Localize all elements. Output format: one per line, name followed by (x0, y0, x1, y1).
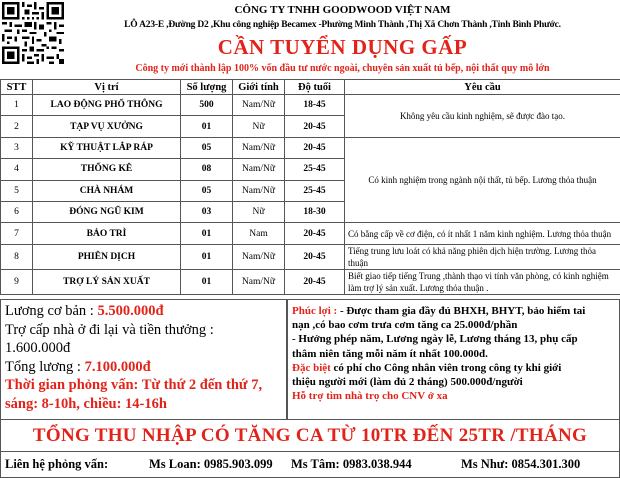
cell-position: TRỢ LÝ SẢN XUẤT (33, 269, 181, 294)
cell-requirement: Không yêu cầu kinh nghiệm, sẽ được đào tạo. (345, 95, 620, 138)
cell-gender: Nam/Nữ (233, 244, 285, 269)
cell-age: 25-45 (285, 180, 345, 201)
contact-loan: Ms Loan: 0985.903.099 (149, 457, 273, 471)
cell-qty: 01 (181, 223, 233, 244)
cell-position: BẢO TRÌ (33, 223, 181, 244)
cell-qty: 05 (181, 137, 233, 158)
cell-gender: Nam/Nữ (233, 269, 285, 294)
base-salary-value: 5.500.000đ (97, 303, 164, 319)
table-header-row (1, 80, 620, 95)
company-name: CÔNG TY TNHH GOODWOOD VIỆT NAM (234, 4, 451, 16)
cell-qty: 01 (181, 269, 233, 294)
cell-age: 18-30 (285, 201, 345, 222)
qr-code (2, 2, 64, 64)
cell-age: 20-45 (285, 269, 345, 294)
table-row (1, 244, 620, 269)
salary-box (0, 299, 287, 420)
cell-position: TẠP VỤ XƯỞNG (33, 116, 181, 137)
cell-requirement: Tiếng trung lưu loát có khả năng phiên dịch hiện trường. Lương thỏa thuận (345, 244, 620, 269)
table-row (1, 223, 620, 244)
cell-stt: 9 (1, 269, 33, 294)
cell-position: CHÀ NHÁM (33, 180, 181, 201)
col-header-stt: STT (1, 80, 33, 95)
cell-position: ĐÓNG NGŨ KIM (33, 201, 181, 222)
cell-age: 25-45 (285, 159, 345, 180)
special-text: có phí cho Công nhân viên trong công ty khi giới (330, 361, 562, 374)
cell-stt: 1 (1, 95, 33, 116)
company-address: LÔ A23-E ,Đường D2 ,Khu công nghiệp Becamex -Phường Minh Thành ,Thị Xã Chơn Thành ,Tỉnh Bình Phước. (124, 20, 561, 30)
contact-row (0, 452, 620, 478)
special-line2: thiệu người mới (làm đủ 2 tháng) 500.000đ/người (292, 376, 523, 389)
headline: CẦN TUYỂN DỤNG GẤP (217, 35, 468, 59)
allowance-label: Trợ cấp nhà ở đi lại và tiền thưởng : (5, 321, 214, 338)
total-income-banner: TỔNG THU NHẬP CÓ TĂNG CA TỪ 10TR ĐẾN 25TR /THÁNG (0, 420, 620, 452)
cell-stt: 3 (1, 137, 33, 158)
cell-requirement: Có bằng cấp về cơ điện, có ít nhất 1 năm kinh nghiệm. Lương thỏa thuận (345, 223, 620, 244)
base-salary-line (5, 302, 282, 321)
base-salary-label: Lương cơ bản : (5, 303, 98, 319)
cell-gender: Nam/Nữ (233, 95, 285, 116)
cell-stt: 4 (1, 159, 33, 180)
cell-gender: Nam/Nữ (233, 180, 285, 201)
benefits-label: Phúc lợi : (292, 305, 338, 317)
cell-qty: 03 (181, 201, 233, 222)
col-header-requirements: Yêu cầu (345, 80, 620, 95)
total-salary-label: Tổng lương : (5, 358, 85, 375)
benefits-line4: thâm niên tăng mỗi năm ít nhất 100.000đ. (292, 347, 488, 360)
cell-position: THỐNG KÊ (33, 159, 181, 180)
cell-position: KỸ THUẬT LẮP RÁP (33, 137, 181, 158)
housing-support: Hỗ trợ tìm nhà trọ cho CNV ở xa (292, 390, 448, 403)
benefits-box (287, 299, 620, 420)
cell-position: LAO ĐỘNG PHỔ THÔNG (33, 95, 181, 116)
cell-gender: Nữ (233, 116, 285, 137)
cell-age: 20-45 (285, 223, 345, 244)
cell-stt: 5 (1, 180, 33, 201)
cell-age: 20-45 (285, 116, 345, 137)
col-header-age: Độ tuổi (285, 80, 345, 95)
cell-gender: Nam/Nữ (233, 159, 285, 180)
table-row (1, 269, 620, 294)
total-salary-line (5, 358, 282, 377)
subheadline: Công ty mới thành lập 100% vốn đầu tư nước ngoài, chuyên sản xuất tủ bếp, nội thất quy mô lớn (135, 63, 550, 74)
total-salary-value: 7.100.000đ (84, 358, 151, 375)
cell-qty: 01 (181, 244, 233, 269)
jobs-table (0, 79, 620, 295)
col-header-position: Vị trí (33, 80, 181, 95)
cell-age: 20-45 (285, 137, 345, 158)
table-row (1, 95, 620, 116)
benefits-line2: nạn ,có bao cơm trưa cơm tăng ca 25.000đ/phần (292, 319, 518, 332)
cell-stt: 6 (1, 201, 33, 222)
benefits-line3: - Hưởng phép năm, Lương ngày lễ, Lương tháng 13, phụ cấp (292, 333, 578, 346)
contact-label: Liên hệ phỏng vấn: (5, 457, 109, 471)
interview-time-line2: sáng: 8-10h, chiều: 14-16h (5, 395, 167, 412)
cell-requirement: Có kinh nghiệm trong ngành nội thất, tủ bếp. Lương thỏa thuận (345, 137, 620, 223)
benefits-line1 (292, 304, 615, 318)
cell-position: PHIÊN DỊCH (33, 244, 181, 269)
cell-qty: 01 (181, 116, 233, 137)
cell-age: 18-45 (285, 95, 345, 116)
cell-requirement: Biết giao tiếp tiếng Trung ,thành thạo vi tính văn phòng, có kinh nghiệm làm trợ lý sản xuất. Lương thỏa thuận . (345, 269, 620, 294)
cell-qty: 05 (181, 180, 233, 201)
contact-tam: Ms Tâm: 0983.038.944 (291, 457, 412, 471)
contact-nhu: Ms Như: 0854.301.300 (461, 457, 581, 471)
cell-stt: 8 (1, 244, 33, 269)
interview-time-line1: Thời gian phỏng vấn: Từ thứ 2 đến thứ 7, (5, 377, 263, 393)
table-row (1, 137, 620, 158)
cell-gender: Nam/Nữ (233, 137, 285, 158)
cell-qty: 500 (181, 95, 233, 116)
cell-age: 20-45 (285, 244, 345, 269)
cell-qty: 08 (181, 159, 233, 180)
col-header-gender: Giới tính (233, 80, 285, 95)
cell-stt: 7 (1, 223, 33, 244)
cell-gender: Nam (233, 223, 285, 244)
cell-stt: 2 (1, 116, 33, 137)
col-header-qty: Số lượng (181, 80, 233, 95)
cell-gender: Nữ (233, 201, 285, 222)
special-label: Đặc biệt (292, 361, 331, 374)
special-line1 (292, 361, 615, 375)
allowance-value: 1.600.000đ (5, 340, 71, 356)
benefits-text1: - Được tham gia đầy đủ BHXH, BHYT, bảo hiểm tai (337, 305, 586, 317)
